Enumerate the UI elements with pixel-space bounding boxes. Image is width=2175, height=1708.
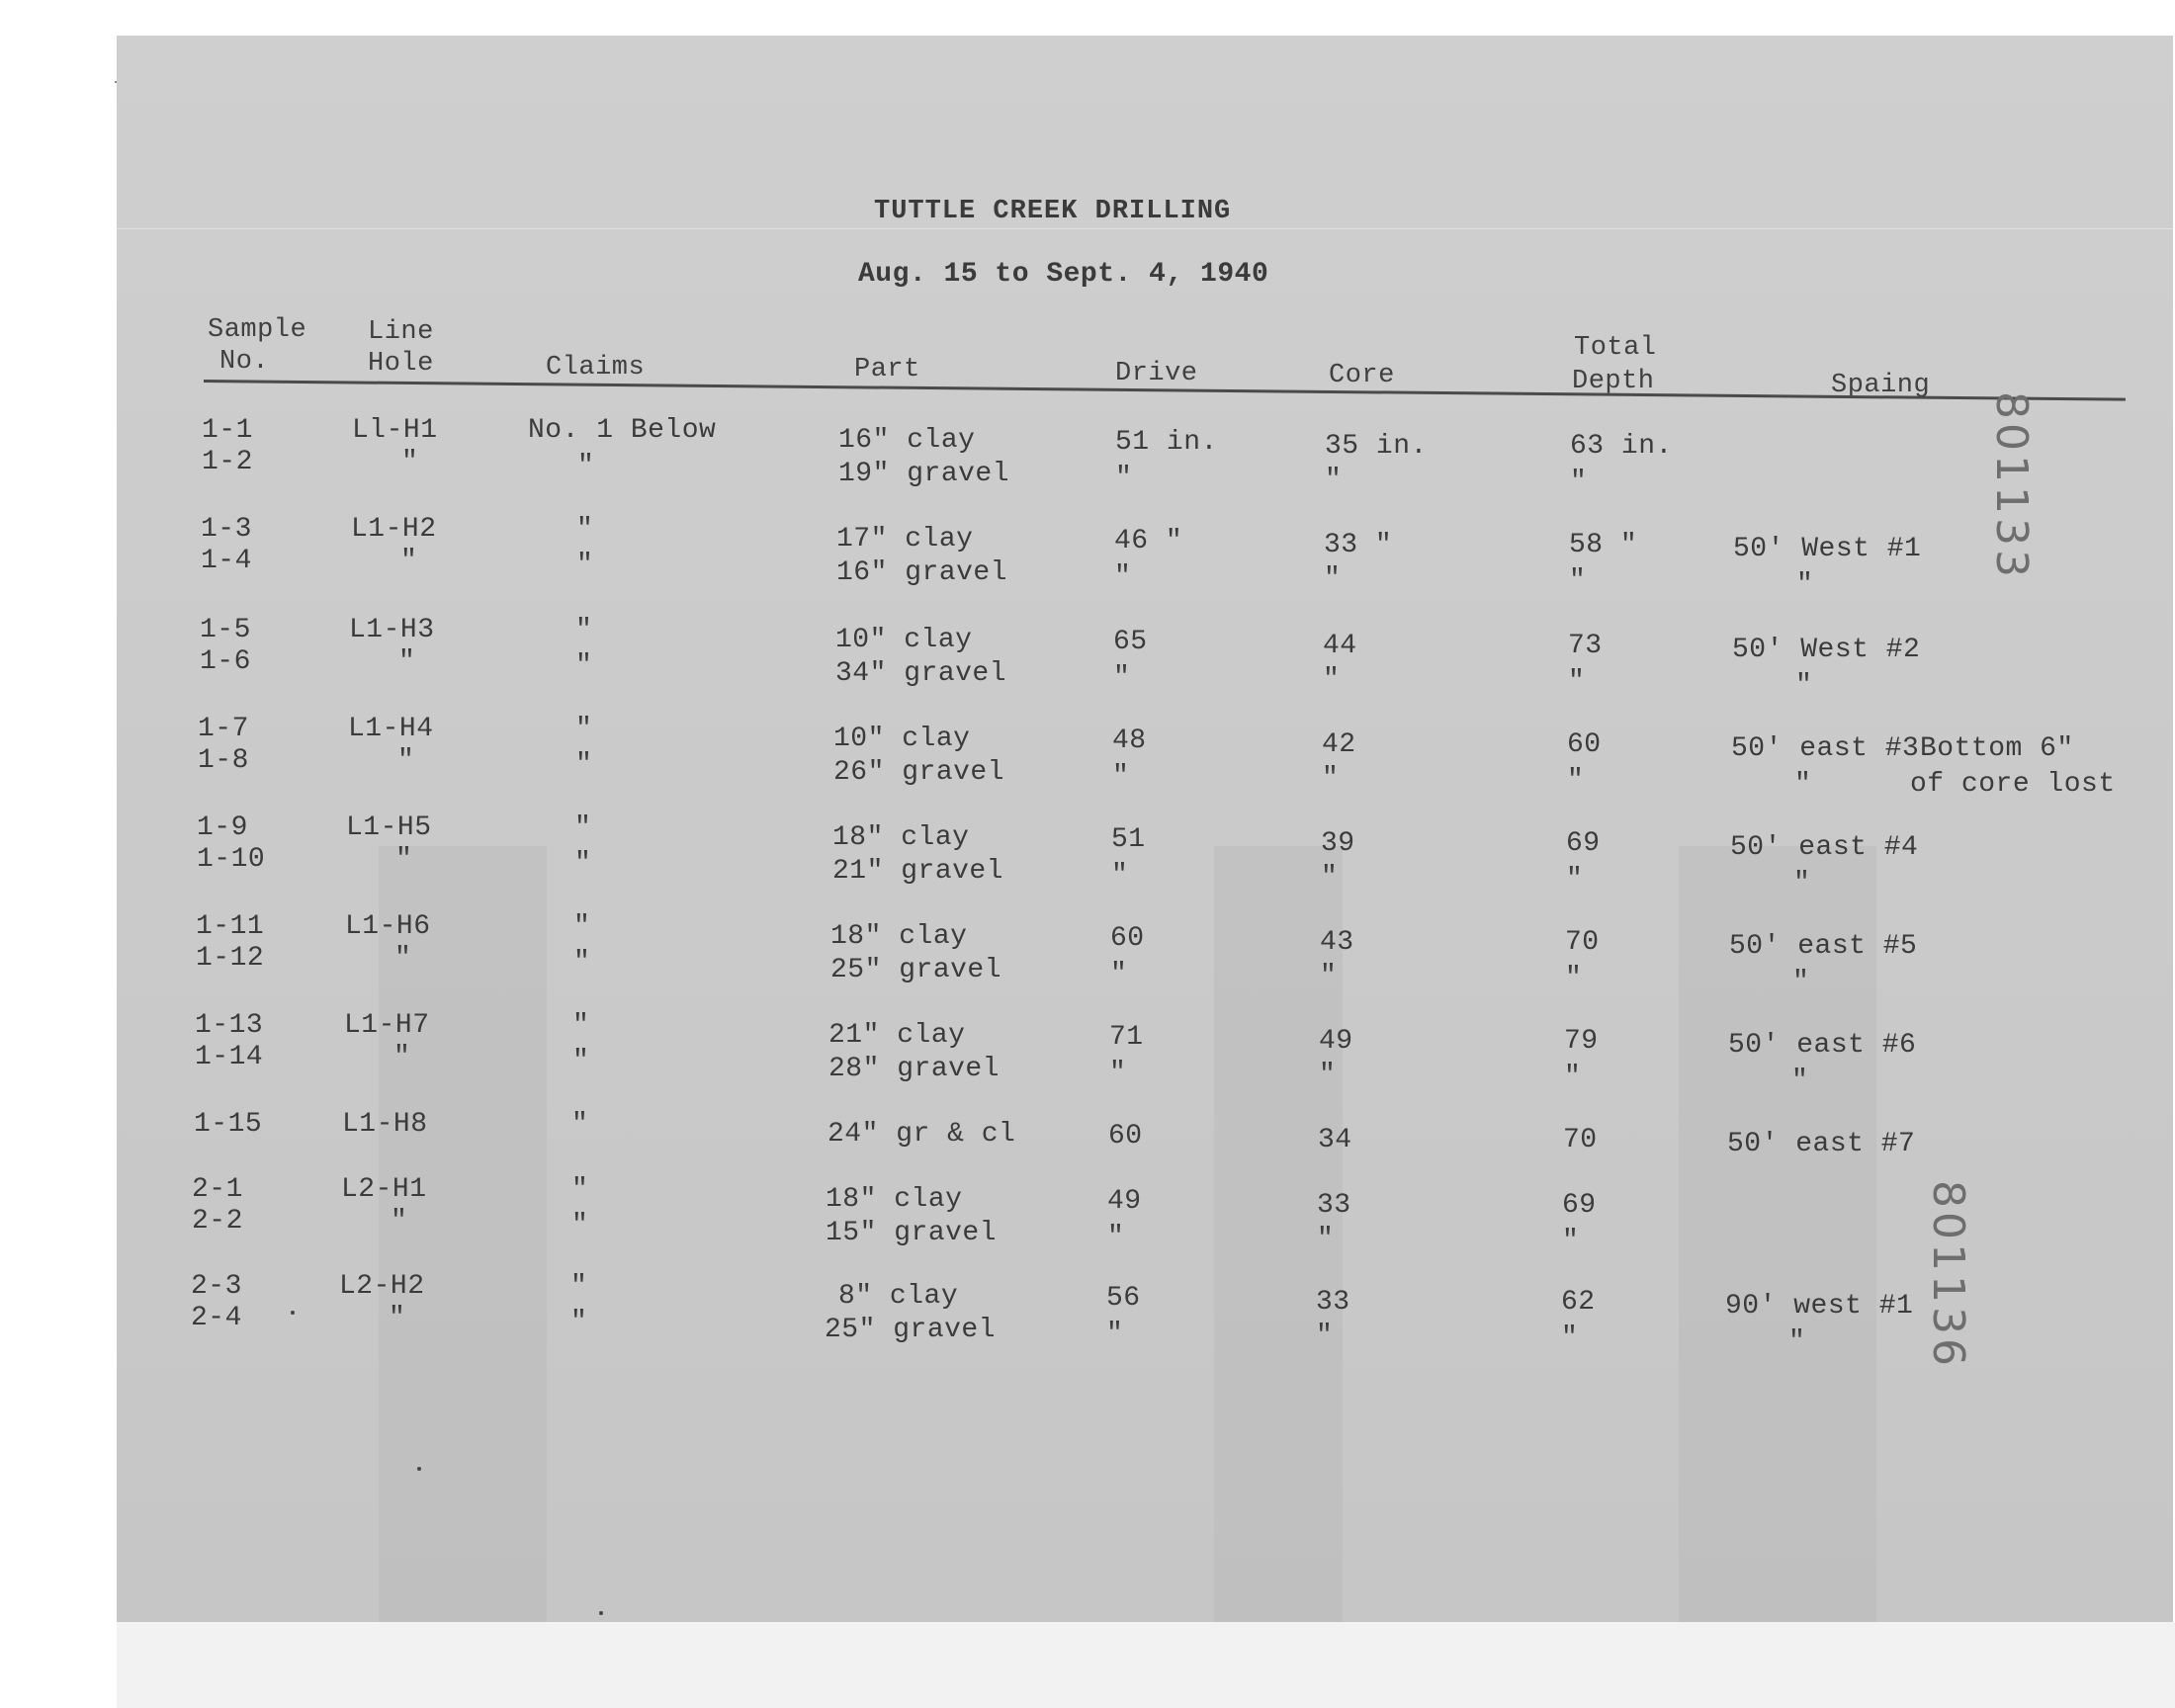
fold-line [117,228,2173,229]
cell-sample-upper: 1-3 [201,514,252,545]
cell-drive-lower: " [1106,1319,1124,1349]
cell-depth-lower: " [1570,467,1588,497]
cell-core-lower: " [1321,862,1339,893]
cell-drive-lower: " [1107,1222,1125,1252]
cell-core-lower: " [1323,664,1341,695]
cell-drive-upper: 56 [1106,1283,1141,1314]
cell-spacing-lower: " [1795,670,1813,701]
cell-line-lower: " [395,844,413,875]
cell-line-lower: " [391,1206,408,1237]
cell-spacing-lower: " [1791,1066,1809,1096]
cell-core-upper: 33 [1316,1287,1350,1318]
header-sample-line2: No. [219,347,270,377]
cell-depth-lower: " [1564,1062,1582,1092]
cell-part-lower: 26" gravel [833,757,1005,788]
cell-claims-lower: " [576,550,594,580]
cell-sample-lower: 2-4 [191,1303,242,1333]
cell-drive-lower: " [1114,561,1132,592]
cell-drive-upper: 48 [1112,726,1147,756]
cell-line-upper: L2-H2 [339,1271,425,1302]
cell-claims-upper: " [570,1271,588,1302]
cell-line-lower: " [397,745,415,776]
cell-depth-upper: 58 " [1569,530,1638,560]
cell-core-lower: " [1320,961,1338,991]
cell-sample-lower: 1-12 [196,943,265,974]
cell-spacing-upper: 50' east #4 [1730,832,1919,863]
cell-claims-upper: " [574,812,592,843]
cell-drive-upper: 49 [1107,1186,1142,1217]
cell-drive-upper: 60 [1110,923,1145,954]
cell-depth-upper: 60 [1567,729,1602,760]
cell-claims-lower: " [577,451,595,481]
cell-drive-upper: 51 in. [1115,427,1218,458]
cell-part-upper: 18" clay [830,921,968,952]
cell-note-lower: of core lost [1910,769,2116,800]
cell-claims-lower: " [575,749,593,780]
scan-bottom-margin [117,1622,2175,1708]
cell-spacing-upper: 50' east #6 [1728,1030,1917,1061]
cell-depth-upper: 62 [1561,1287,1596,1318]
cell-line-upper: Ll-H1 [352,415,438,446]
cell-spacing-upper: 50' West #2 [1732,635,1921,665]
cell-spacing-upper: 90' west #1 [1725,1291,1914,1322]
cell-line-upper: L1-H8 [342,1109,428,1140]
cell-sample-upper: 2-3 [191,1271,242,1302]
document-title: TUTTLE CREEK DRILLING [874,197,1232,226]
cell-depth-upper: 70 [1565,927,1600,958]
cell-claims-lower: " [572,1046,590,1076]
cell-claims-lower: " [573,947,591,978]
cell-depth-lower: " [1562,1226,1580,1256]
cell-claims-lower: " [570,1307,588,1337]
cell-line-upper: L2-H1 [341,1174,427,1205]
cell-part-lower: 19" gravel [838,459,1010,489]
cell-drive-lower: " [1109,1058,1127,1088]
cell-line-lower: " [400,546,418,576]
cell-part-lower: 25" gravel [830,955,1002,985]
cell-sample-upper: 1-13 [195,1010,264,1041]
cell-sample-upper: 1-9 [197,812,248,843]
cell-drive-lower: " [1110,959,1128,989]
cell-sample-upper: 1-11 [196,911,265,942]
cell-core-lower: " [1322,763,1340,794]
header-line-line1: Line [368,317,434,347]
cell-core-lower: " [1319,1060,1337,1090]
cell-spacing-lower: " [1788,1326,1806,1357]
cell-spacing-upper: 50' east #3 [1731,733,1920,764]
cell-part-lower: 25" gravel [825,1315,997,1345]
specks [417,1467,421,1471]
cell-sample-upper: 1-5 [200,615,251,645]
cell-note-upper: Bottom 6" [1920,733,2074,764]
cell-core-upper: 44 [1323,631,1357,661]
cell-depth-upper: 69 [1566,828,1601,859]
cell-claims-lower: " [571,1210,589,1240]
cell-spacing-lower: " [1792,967,1810,997]
cell-claims-upper: " [576,514,594,545]
cell-drive-lower: " [1115,463,1133,493]
cell-depth-lower: " [1568,666,1586,697]
cell-depth-upper: 73 [1568,631,1603,661]
cell-spacing-upper: 50' east #7 [1727,1129,1916,1159]
cell-sample-lower: 1-10 [197,844,266,875]
cell-spacing-lower: " [1794,769,1812,800]
cell-part-lower: 34" gravel [835,658,1007,689]
cell-part-lower: 15" gravel [826,1218,998,1248]
cell-spacing-lower: " [1796,569,1814,600]
cell-spacing-upper: 50' West #1 [1733,534,1922,564]
cell-line-lower: " [398,646,416,677]
cell-line-lower: " [393,1042,411,1072]
cell-depth-lower: " [1565,963,1583,993]
header-core: Core [1329,361,1395,390]
cell-spacing-upper: 50' east #5 [1729,931,1918,962]
cell-sample-lower: 1-14 [195,1042,264,1072]
cell-core-upper: 35 in. [1325,431,1428,462]
cell-part-upper: 21" clay [828,1020,966,1051]
cell-line-upper: L1-H6 [345,911,431,942]
cell-part-upper: 18" clay [832,822,970,853]
cell-core-upper: 42 [1322,729,1356,760]
specks [599,1611,603,1615]
cell-part-upper: 8" clay [838,1281,959,1312]
cell-claims-lower: " [575,650,593,681]
cell-drive-upper: 71 [1109,1022,1144,1053]
cell-core-upper: 33 " [1324,530,1393,560]
cell-depth-lower: " [1567,765,1585,796]
cell-sample-upper: 2-1 [192,1174,243,1205]
cell-line-lower: " [389,1303,406,1333]
cell-line-upper: L1-H2 [351,514,437,545]
cell-sample-upper: 1-1 [202,415,253,446]
cell-core-lower: " [1317,1224,1335,1254]
cell-sample-lower: 1-2 [202,447,253,477]
cell-depth-upper: 79 [1564,1026,1599,1057]
cell-line-lower: " [401,447,419,477]
cell-core-upper: 43 [1320,927,1354,958]
cell-drive-lower: " [1113,662,1131,693]
cell-claims-upper: " [575,615,593,645]
header-line-line2: Hole [368,349,434,379]
cell-part-upper: 10" clay [835,625,973,655]
cell-depth-upper: 70 [1563,1125,1598,1155]
cell-core-upper: 49 [1319,1026,1353,1057]
cell-part-lower: 16" gravel [836,557,1008,588]
cell-line-upper: L1-H3 [349,615,435,645]
cell-sample-lower: 1-4 [201,546,252,576]
cell-spacing-lower: " [1793,868,1811,898]
header-total-line2: Depth [1572,367,1655,396]
cell-core-lower: " [1316,1321,1334,1351]
cell-drive-upper: 51 [1111,824,1146,855]
cell-claims-upper: " [571,1109,589,1140]
cell-part-upper: 24" gr & cl [827,1119,1016,1150]
cell-claims-upper: " [575,714,593,744]
cell-sample-lower: 1-8 [198,745,249,776]
cell-claims-upper: " [573,911,591,942]
cell-line-upper: L1-H4 [348,714,434,744]
cell-claims-upper: " [571,1174,589,1205]
archive-number-stamp-top: 801133 [1986,391,2037,581]
header-claims: Claims [546,353,646,383]
cell-sample-lower: 2-2 [192,1206,243,1237]
cell-drive-upper: 46 " [1114,526,1183,556]
cell-sample-upper: 1-7 [198,714,249,744]
cell-part-upper: 17" clay [836,524,974,555]
cell-drive-lower: " [1112,761,1130,792]
cell-claims-lower: " [574,848,592,879]
specks [291,1311,295,1315]
cell-depth-lower: " [1566,864,1584,895]
cell-core-lower: " [1324,563,1342,594]
cell-part-lower: 28" gravel [828,1054,1000,1084]
cell-depth-upper: 69 [1562,1190,1597,1221]
cell-drive-upper: 65 [1113,627,1148,657]
cell-part-upper: 10" clay [833,724,971,754]
cell-line-upper: L1-H7 [344,1010,430,1041]
scan-margin [0,0,115,1708]
cell-part-upper: 18" clay [826,1184,963,1215]
cell-core-upper: 33 [1317,1190,1351,1221]
cell-claims-upper: " [572,1010,590,1041]
cell-depth-lower: " [1561,1323,1579,1353]
header-drive: Drive [1115,359,1198,388]
header-spacing: Spaing [1831,371,1931,400]
cell-drive-upper: 60 [1108,1121,1143,1152]
cell-sample-upper: 1-15 [194,1109,263,1140]
header-total-line1: Total [1574,333,1657,363]
cell-part-upper: 16" clay [838,425,976,456]
cell-core-lower: " [1325,465,1343,495]
cell-part-lower: 21" gravel [832,856,1004,887]
document-date-range: Aug. 15 to Sept. 4, 1940 [858,259,1269,290]
archive-number-stamp-bottom: 801136 [1923,1180,1973,1370]
cell-core-upper: 39 [1321,828,1355,859]
cell-depth-lower: " [1569,565,1587,596]
header-sample-line1: Sample [208,315,307,345]
cell-drive-lower: " [1111,860,1129,891]
cell-line-lower: " [394,943,412,974]
cell-depth-upper: 63 in. [1570,431,1673,462]
cell-claims-upper: No. 1 Below [528,415,717,446]
cell-line-upper: L1-H5 [346,812,432,843]
cell-core-upper: 34 [1318,1125,1352,1155]
cell-sample-lower: 1-6 [200,646,251,677]
header-part: Part [854,355,920,384]
